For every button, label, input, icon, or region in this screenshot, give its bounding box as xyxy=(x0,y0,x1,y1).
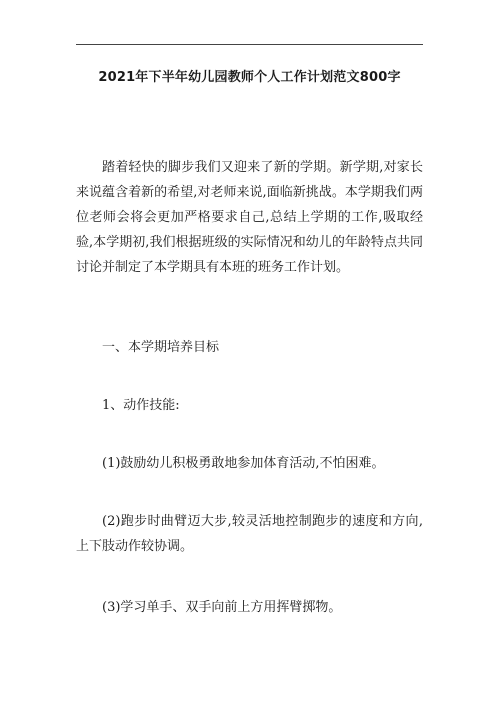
list-item: (1)鼓励幼儿积极勇敢地参加体育活动,不怕困难。 xyxy=(102,456,385,471)
list-item: (2)跑步时曲臂迈大步,较灵活地控制跑步的速度和方向,上下肢动作较协调。 xyxy=(76,514,423,554)
subsection-heading: 1、动作技能: xyxy=(102,398,180,413)
intro-paragraph: 踏着轻快的脚步我们又迎来了新的学期。新学期,对家长来说蕴含着新的希望,对老师来说,面临新挑战。本学期我们两位老师会将会更加严格要求自己,总结上学期的工作,吸取经验,本学期初,我们根据班级的实际情况和幼儿的年龄特点共同讨论并制定了本学期具有本班的班务工作计划。 xyxy=(76,160,423,275)
section-heading: 一、本学期培养目标 xyxy=(102,340,220,355)
list-item: (3)学习单手、双手向前上方用挥臂掷物。 xyxy=(102,600,342,615)
header-rule xyxy=(76,44,423,45)
document-title: 2021年下半年幼儿园教师个人工作计划范文800字 xyxy=(98,70,401,85)
